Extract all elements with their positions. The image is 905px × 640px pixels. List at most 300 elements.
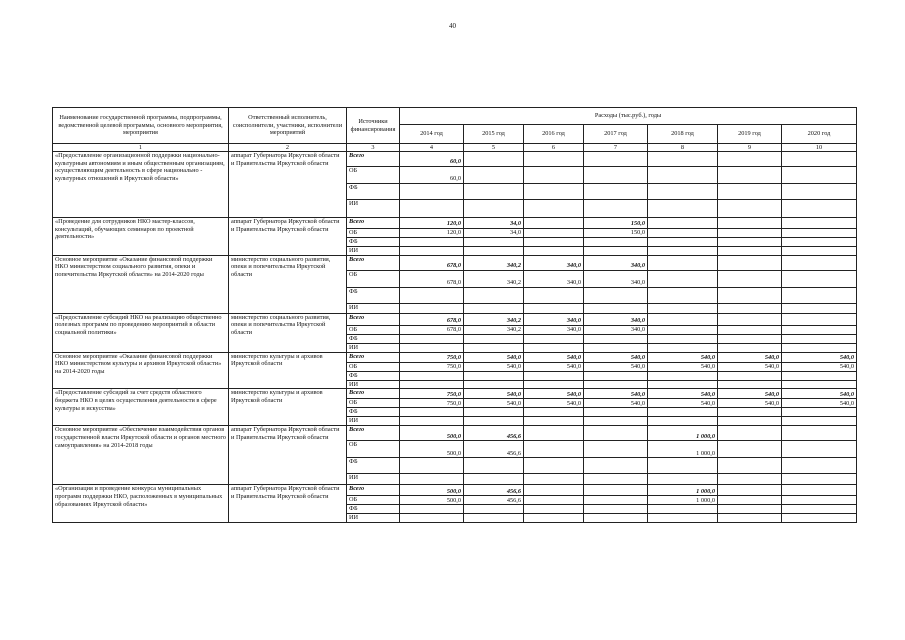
value-empty [400,303,464,313]
value-ob: 340,0 [524,325,584,334]
source-label: ОБ [347,325,400,334]
value-total [718,313,782,325]
value-empty [464,505,524,514]
value-empty [464,408,524,417]
value-ob [648,325,718,334]
source-label: Всего [347,313,400,325]
value-empty [400,505,464,514]
value-empty [400,200,464,218]
value-empty [648,238,718,247]
value-ob [464,167,524,184]
value-ob: 540,0 [648,362,718,371]
value-empty [464,238,524,247]
value-ob: 678,0 [400,325,464,334]
value-empty [584,238,648,247]
value-ob: 750,0 [400,362,464,371]
value-ob [782,270,857,287]
value-total [524,426,584,441]
header-expenses: Расходы (тыс.руб.), годы [400,108,857,125]
value-empty [648,458,718,474]
value-total [782,218,857,229]
row-name: «Организация и проведение конкурса муниципальных программ поддержки НКО, расположенных в муниципальных образованиях Иркутской области» [53,485,229,523]
value-total [524,218,584,229]
column-index: 9 [718,144,782,152]
value-empty [718,334,782,343]
value-total: 750,0 [400,352,464,362]
value-empty [782,458,857,474]
value-empty [524,343,584,352]
value-empty [782,200,857,218]
value-total [718,255,782,270]
value-empty [718,417,782,426]
source-label: ОБ [347,270,400,287]
value-empty [400,371,464,380]
value-empty [782,343,857,352]
value-empty [718,247,782,256]
value-total: 540,0 [464,352,524,362]
value-empty [524,247,584,256]
value-ob: 340,0 [524,270,584,287]
row-executor: аппарат Губернатора Иркутской области и Правительства Иркутской области [229,152,347,218]
row-executor: министерство культуры и архивов Иркутской области [229,352,347,389]
value-empty [524,334,584,343]
value-empty [524,417,584,426]
value-empty [464,247,524,256]
value-empty [464,458,524,474]
value-ob [718,325,782,334]
source-label: Всего [347,485,400,496]
value-total [782,426,857,441]
value-total: 540,0 [648,389,718,399]
value-total [718,152,782,167]
value-total: 456,6 [464,485,524,496]
value-empty [400,184,464,200]
value-empty [584,303,648,313]
table-row [53,313,857,325]
page-number: 40 [449,22,456,30]
value-empty [782,474,857,485]
value-ob [782,167,857,184]
value-empty [464,417,524,426]
source-label: ИИ [347,200,400,218]
value-total [782,152,857,167]
source-label: ФБ [347,505,400,514]
value-empty [584,380,648,389]
value-total: 540,0 [782,389,857,399]
value-ob: 540,0 [718,399,782,408]
value-empty [648,184,718,200]
value-empty [718,380,782,389]
value-total: 1 000,0 [648,485,718,496]
value-total: 340,0 [584,255,648,270]
value-empty [782,408,857,417]
value-ob [648,229,718,238]
row-executor: аппарат Губернатора Иркутской области и Правительства Иркутской области [229,426,347,485]
value-ob: 1 000,0 [648,496,718,505]
source-label: ИИ [347,303,400,313]
source-label: ИИ [347,380,400,389]
value-total: 540,0 [718,352,782,362]
value-total [648,152,718,167]
row-name: Основное мероприятие «Оказание финансовой поддержки НКО министерством социального развития, опеки и попечительства Иркутской области» на 2014-2020 годы [53,255,229,313]
column-index: 6 [524,144,584,152]
value-empty [648,514,718,523]
value-empty [648,408,718,417]
value-ob [718,229,782,238]
source-label: ИИ [347,514,400,523]
source-label: ФБ [347,184,400,200]
value-total: 150,0 [584,218,648,229]
value-empty [524,380,584,389]
value-ob [524,441,584,458]
row-name: «Проведение для сотрудников НКО мастер-классов, консультаций, обучающих семинаров по проектной деятельности» [53,218,229,256]
value-total: 500,0 [400,426,464,441]
expenses-table [52,107,857,523]
value-empty [782,514,857,523]
column-index-row [53,144,857,152]
source-label: Всего [347,255,400,270]
source-label: ФБ [347,458,400,474]
value-empty [464,474,524,485]
value-empty [524,371,584,380]
table-row [53,152,857,167]
row-name: Основное мероприятие «Оказание финансовой поддержки НКО министерством культуры и архивов Иркутской области» на 2014-2020 годы [53,352,229,389]
value-empty [584,184,648,200]
source-label: Всего [347,352,400,362]
table-row [53,255,857,270]
header-executor: Ответственный исполнитель, соисполнители, участники, исполнители мероприятий [229,108,347,144]
value-total: 540,0 [648,352,718,362]
value-empty [464,200,524,218]
value-total [584,152,648,167]
source-label: Всего [347,389,400,399]
source-label: ОБ [347,399,400,408]
value-empty [464,371,524,380]
value-ob [782,229,857,238]
source-label: ОБ [347,496,400,505]
row-executor: министерство социального развития, опеки и попечительства Иркутской области [229,255,347,313]
value-total [648,313,718,325]
value-ob: 750,0 [400,399,464,408]
source-label: ОБ [347,167,400,184]
value-empty [524,505,584,514]
value-empty [782,371,857,380]
value-empty [718,474,782,485]
value-empty [584,505,648,514]
value-total: 540,0 [584,352,648,362]
value-total [584,426,648,441]
value-empty [782,417,857,426]
row-name: «Предоставление субсидий НКО на реализацию общественно полезных программ по проведению мероприятий в области социальной политики» [53,313,229,352]
value-empty [718,303,782,313]
value-empty [584,458,648,474]
value-empty [584,474,648,485]
value-total: 678,0 [400,313,464,325]
value-ob: 60,0 [400,167,464,184]
value-ob: 456,6 [464,441,524,458]
value-empty [718,287,782,303]
table-body [53,152,857,523]
value-ob [584,441,648,458]
value-empty [524,458,584,474]
value-empty [782,303,857,313]
value-ob: 1 000,0 [648,441,718,458]
value-ob [524,496,584,505]
source-label: Всего [347,426,400,441]
table-row [53,352,857,362]
value-ob: 120,0 [400,229,464,238]
value-ob: 540,0 [584,362,648,371]
value-ob: 540,0 [782,362,857,371]
value-ob: 678,0 [400,270,464,287]
value-empty [648,247,718,256]
source-label: Всего [347,152,400,167]
column-index: 5 [464,144,524,152]
value-total [648,255,718,270]
value-empty [524,238,584,247]
value-total: 340,0 [524,255,584,270]
value-empty [400,514,464,523]
value-empty [584,371,648,380]
row-name: «Предоставление субсидий за счет средств областного бюджета НКО в целях осуществления деятельности в сфере культуры и искусства» [53,389,229,426]
value-ob: 456,6 [464,496,524,505]
value-empty [648,200,718,218]
column-index: 3 [347,144,400,152]
value-total: 340,2 [464,255,524,270]
value-ob: 540,0 [584,399,648,408]
value-empty [718,514,782,523]
value-total [524,485,584,496]
value-empty [584,408,648,417]
header-year: 2015 год [464,125,524,144]
value-empty [782,247,857,256]
source-label: ФБ [347,408,400,417]
value-empty [782,238,857,247]
value-empty [782,334,857,343]
value-empty [718,184,782,200]
value-empty [464,303,524,313]
value-empty [400,458,464,474]
source-label: ОБ [347,362,400,371]
value-ob: 540,0 [782,399,857,408]
row-executor: министерство социального развития, опеки и попечительства Иркутской области [229,313,347,352]
value-total: 540,0 [718,389,782,399]
value-empty [718,505,782,514]
value-ob [524,229,584,238]
value-ob [718,270,782,287]
value-total: 540,0 [464,389,524,399]
table-row [53,389,857,399]
column-index: 4 [400,144,464,152]
value-empty [464,184,524,200]
value-empty [648,303,718,313]
value-empty [400,408,464,417]
column-index: 2 [229,144,347,152]
value-total: 456,6 [464,426,524,441]
source-label: ФБ [347,238,400,247]
header-year: 2016 год [524,125,584,144]
source-label: ФБ [347,371,400,380]
value-empty [718,343,782,352]
row-executor: министерство культуры и архивов Иркутской области [229,389,347,426]
column-index: 1 [53,144,229,152]
value-empty [400,474,464,485]
value-ob [718,496,782,505]
row-name: Основное мероприятие «Обеспечение взаимодействия органов государственной власти Иркутской области и органов местного самоуправления» на 2014-2018 годы [53,426,229,485]
value-empty [584,343,648,352]
value-empty [464,514,524,523]
value-total: 540,0 [524,352,584,362]
value-empty [718,371,782,380]
value-total: 500,0 [400,485,464,496]
value-ob [718,441,782,458]
value-empty [718,238,782,247]
value-empty [648,343,718,352]
value-ob: 540,0 [524,362,584,371]
value-empty [718,408,782,417]
value-empty [782,505,857,514]
value-total [524,152,584,167]
value-empty [782,184,857,200]
header-year: 2017 год [584,125,648,144]
value-empty [648,287,718,303]
value-empty [524,474,584,485]
value-empty [648,380,718,389]
value-total: 34,0 [464,218,524,229]
header-year: 2020 год [782,125,857,144]
value-ob: 340,0 [584,270,648,287]
source-label: ИИ [347,343,400,352]
value-total: 1 000,0 [648,426,718,441]
value-ob: 150,0 [584,229,648,238]
value-total: 120,0 [400,218,464,229]
value-ob: 34,0 [464,229,524,238]
value-empty [584,334,648,343]
value-total: 678,0 [400,255,464,270]
column-index: 10 [782,144,857,152]
value-total: 340,2 [464,313,524,325]
value-empty [400,380,464,389]
row-executor: аппарат Губернатора Иркутской области и Правительства Иркутской области [229,485,347,523]
header-year: 2019 год [718,125,782,144]
value-ob: 500,0 [400,496,464,505]
value-empty [464,380,524,389]
source-label: ОБ [347,441,400,458]
source-label: ИИ [347,247,400,256]
header-year: 2018 год [648,125,718,144]
header-name: Наименование государственной программы, подпрограммы, ведомственной целевой программы, основного мероприятия, мероприятия [53,108,229,144]
column-index: 8 [648,144,718,152]
value-ob [648,270,718,287]
value-empty [524,303,584,313]
header-year: 2014 год [400,125,464,144]
value-total: 60,0 [400,152,464,167]
value-empty [648,417,718,426]
value-empty [400,417,464,426]
value-total: 340,0 [524,313,584,325]
value-total [718,426,782,441]
value-empty [584,247,648,256]
value-total [718,485,782,496]
source-label: ФБ [347,334,400,343]
value-empty [400,238,464,247]
value-empty [524,200,584,218]
value-ob: 540,0 [718,362,782,371]
value-empty [584,200,648,218]
value-ob: 540,0 [648,399,718,408]
row-name: «Предоставление организационной поддержки национально-культурным автономиям и иным общественным организациям, осуществляющим деятельность в сфере национально - культурных отношений в Иркутской области» [53,152,229,218]
source-label: ОБ [347,229,400,238]
value-ob: 340,2 [464,325,524,334]
header-sources: Источники финансирования [347,108,400,144]
value-total [782,313,857,325]
value-ob [782,441,857,458]
value-ob: 540,0 [464,362,524,371]
source-label: ИИ [347,417,400,426]
value-empty [400,343,464,352]
value-empty [718,200,782,218]
value-total [782,255,857,270]
value-empty [648,371,718,380]
value-empty [782,380,857,389]
value-total: 340,0 [584,313,648,325]
source-label: ИИ [347,474,400,485]
value-ob: 340,0 [584,325,648,334]
value-empty [464,334,524,343]
value-ob [648,167,718,184]
value-empty [584,417,648,426]
value-empty [464,343,524,352]
source-label: Всего [347,218,400,229]
row-executor: аппарат Губернатора Иркутской области и Правительства Иркутской области [229,218,347,256]
table-row [53,426,857,441]
value-ob: 340,2 [464,270,524,287]
value-empty [648,334,718,343]
source-label: ФБ [347,287,400,303]
value-total: 540,0 [782,352,857,362]
value-ob [584,496,648,505]
value-empty [400,287,464,303]
value-empty [584,287,648,303]
value-ob [718,167,782,184]
value-ob [584,167,648,184]
value-empty [400,247,464,256]
value-empty [524,514,584,523]
value-empty [718,458,782,474]
value-ob: 500,0 [400,441,464,458]
value-total: 540,0 [524,389,584,399]
value-ob [782,496,857,505]
value-ob [524,167,584,184]
value-empty [524,408,584,417]
table-row [53,485,857,496]
value-empty [400,334,464,343]
value-empty [782,287,857,303]
value-empty [524,287,584,303]
value-empty [524,184,584,200]
value-ob: 540,0 [464,399,524,408]
value-total [648,218,718,229]
column-index: 7 [584,144,648,152]
value-total [464,152,524,167]
value-ob [782,325,857,334]
value-total: 540,0 [584,389,648,399]
value-empty [648,505,718,514]
value-total [584,485,648,496]
value-empty [648,474,718,485]
value-empty [584,514,648,523]
table-row [53,218,857,229]
